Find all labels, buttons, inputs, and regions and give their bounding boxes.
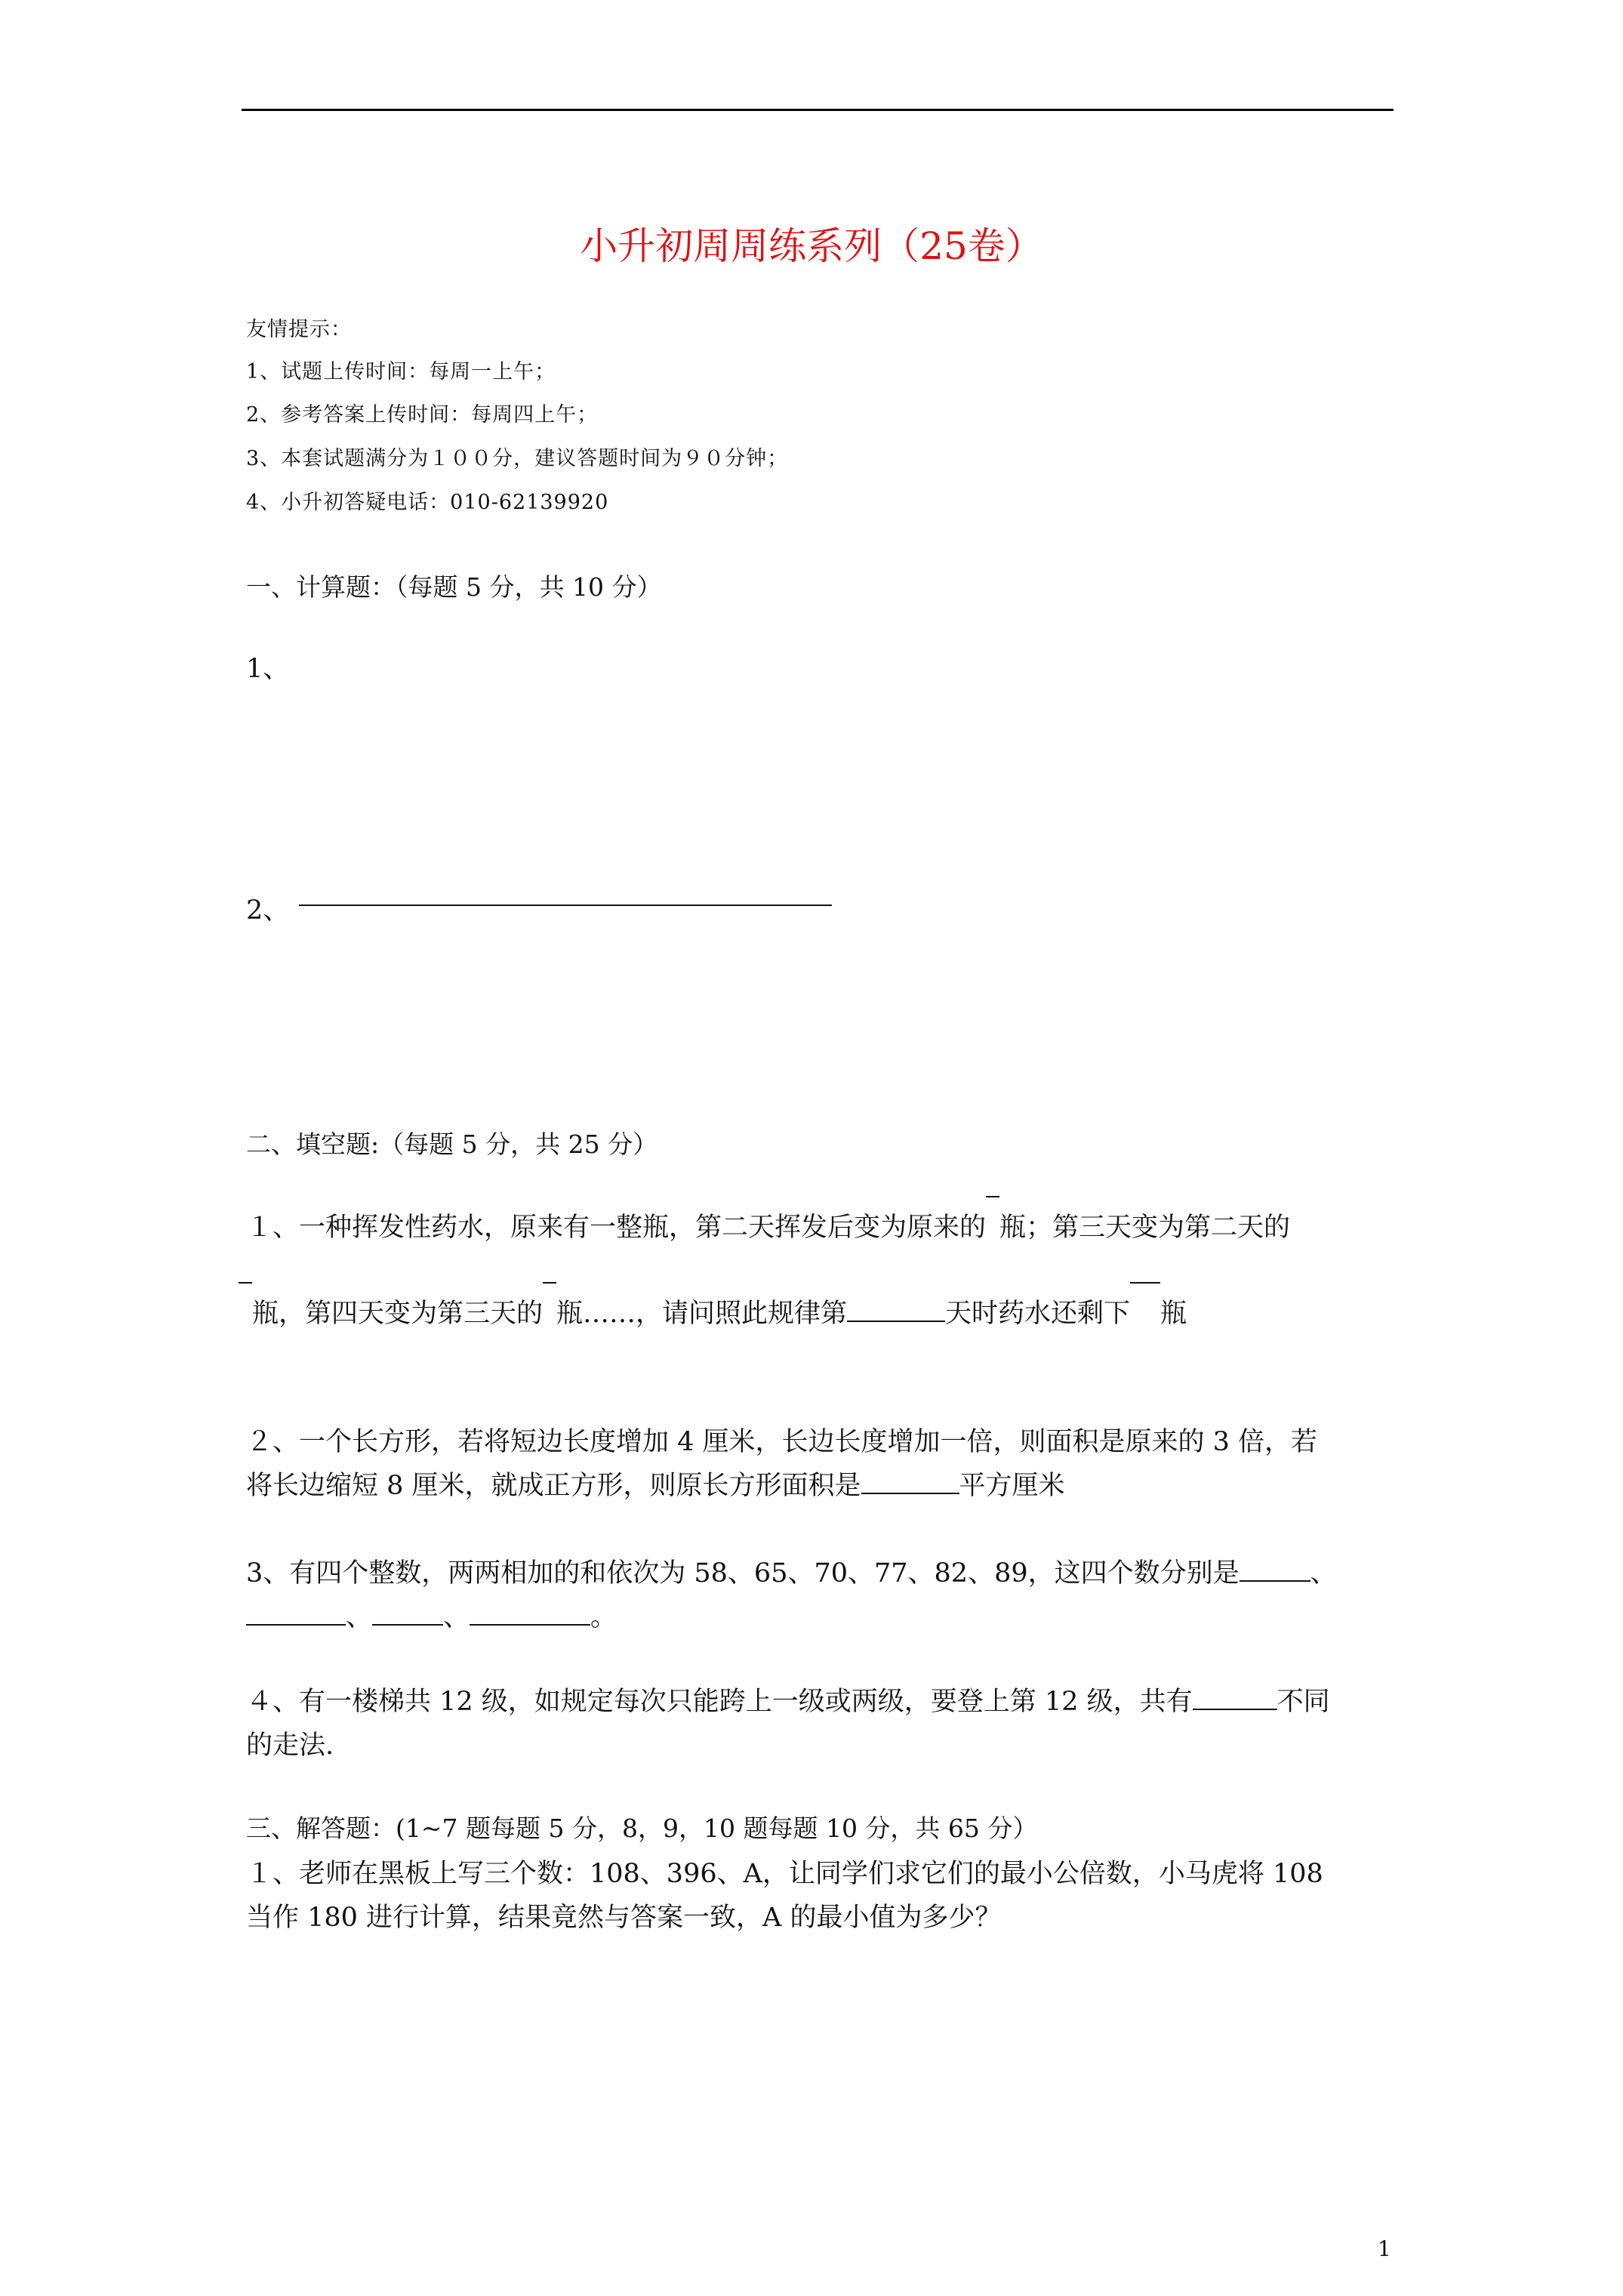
section2-heading: 二、填空题:（每题 5 分，共 25 分） <box>246 1130 658 1159</box>
section3-heading: 三、解答题：(1~7 题每题 5 分，8，9，10 题每题 10 分，共 65 分） <box>246 1814 1038 1843</box>
answer-blank-3[interactable] <box>372 1598 443 1626</box>
top-rule <box>242 109 1394 111</box>
answer-blank-area[interactable] <box>861 1467 959 1494</box>
tip-item-1: 1、试题上传时间：每周一上午； <box>246 360 556 384</box>
tip-item-2: 2、参考答案上传时间：每周四上午； <box>246 403 599 427</box>
q1-text-d: 瓶，第四天变为第三天的 <box>252 1299 544 1329</box>
q1-text-e: 瓶……，请问照此规律第 <box>556 1299 848 1329</box>
q2-text-a: 将长边缩短 8 厘米，就成正方形，则原长方形面积是 <box>246 1471 861 1501</box>
answer-blank-days[interactable] <box>847 1295 945 1322</box>
tips-heading: 友情提示： <box>246 318 352 341</box>
q3-sep-1: 、 <box>346 1602 373 1632</box>
fill-question-4-line2: 的走法. <box>246 1730 334 1761</box>
answer-question-1-line2: 当作 180 进行计算，结果竟然与答案一致，A 的最小值为多少？ <box>246 1903 1002 1933</box>
fill-question-3-line1 <box>246 1552 1337 1590</box>
q3-end: 。 <box>590 1602 617 1632</box>
tip-item-4: 4、小升初答疑电话：010-62139920 <box>246 491 609 514</box>
answer-blank-ways[interactable] <box>1193 1683 1277 1710</box>
calc-question-1: 1、 <box>246 654 290 684</box>
calc-question-2-line <box>299 905 832 906</box>
fill-question-1-line1 <box>246 1207 1290 1244</box>
q1-text-c: ；第三天变为第二天的 <box>1026 1213 1291 1243</box>
fill-question-4-line1 <box>246 1681 1330 1718</box>
answer-blank-1[interactable] <box>1240 1555 1310 1582</box>
q3-sep-2: 、 <box>443 1602 470 1632</box>
page-title: 小升初周周练系列（25卷） <box>580 224 1043 268</box>
q1-text-f: 天时药水还剩下 <box>945 1299 1131 1329</box>
q3-text-b: 、 <box>1310 1558 1337 1589</box>
q1-text-a: １、一种挥发性药水，原来有一整瓶，第二天挥发后变为原来的 <box>246 1213 987 1243</box>
q4-text-a: ４、有一楼梯共 12 级，如规定每次只能跨上一级或两级，要登上第 12 级，共有 <box>246 1687 1193 1717</box>
fraction-placeholder <box>239 1282 252 1285</box>
tip-item-3: 3、本套试题满分为１００分，建议答题时间为９０分钟； <box>246 447 789 470</box>
fill-question-1-line2 <box>239 1293 1187 1330</box>
fraction-placeholder <box>986 1196 999 1199</box>
fraction-placeholder <box>543 1282 556 1285</box>
q2-text-b: 平方厘米 <box>959 1471 1065 1501</box>
fill-question-2-line1: ２、一个长方形，若将短边长度增加 4 厘米，长边长度增加一倍，则面积是原来的 3 倍，若 <box>246 1427 1318 1457</box>
fraction-placeholder <box>1130 1282 1160 1285</box>
calc-question-2: 2、 <box>246 895 290 926</box>
fill-question-3-line2 <box>246 1596 617 1634</box>
answer-blank-4[interactable] <box>470 1598 590 1626</box>
section1-heading: 一、计算题：（每题 5 分，共 10 分） <box>246 572 662 602</box>
answer-question-1-line1: １、老师在黑板上写三个数：108、396、A，让同学们求它们的最小公倍数，小马虎将 108 <box>246 1859 1323 1889</box>
q1-text-b: 瓶 <box>999 1213 1027 1243</box>
answer-blank-2[interactable] <box>246 1598 346 1626</box>
page-number: 1 <box>1378 2236 1391 2261</box>
q1-text-g: 瓶 <box>1160 1299 1187 1329</box>
q4-text-b: 不同 <box>1277 1687 1330 1717</box>
fill-question-2-line2 <box>246 1465 1065 1502</box>
q3-text-a: 3、有四个整数，两两相加的和依次为 58、65、70、77、82、89，这四个数分别是 <box>246 1558 1240 1589</box>
